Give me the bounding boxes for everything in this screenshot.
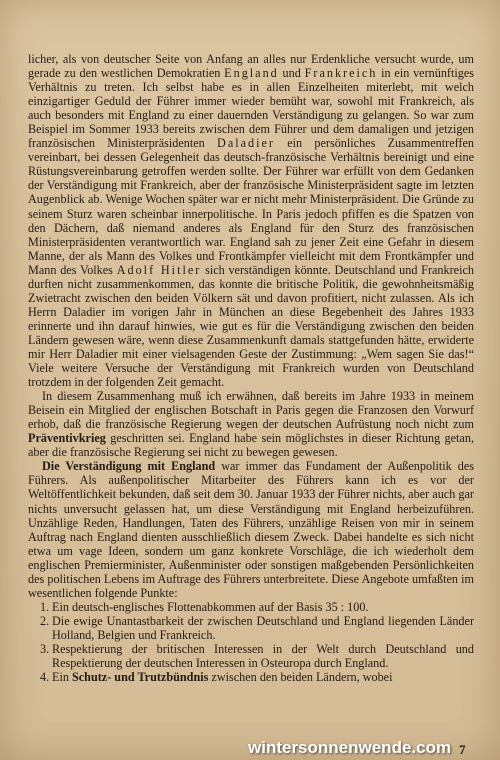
list-item-number: 2. — [40, 613, 50, 628]
text-run: Die ewige Unantastbarkeit der zwischen Deutschland und England liegenden Länder Holland, Belgien und Frankreich. — [52, 613, 474, 642]
list-item — [40, 670, 474, 684]
bold-phrase: Präventivkrieg — [28, 431, 106, 446]
paragraph — [28, 52, 474, 389]
spaced-name: Adolf Hitler — [116, 262, 202, 277]
list-item — [40, 614, 474, 642]
text-run: ein persönliches Zusammentreffen vereinbart, bei dessen Gelegenheit das deutsch-französische Verhältnis bereinigt und eine Rüstungsvereinbarung getroffen werden sollte. Der Führer war erfüllt von dem Gedanken der Verständigung mit Frankreich, aber der französische Ministerpräsident sagte im letzten Augenblick ab. Wenige Wochen später war er nicht mehr Ministerpräsident. Die Gründe zu seinem Sturz waren scheinbar innerpolitische. In Paris jedoch pfiffen es die Spatzen von den Dächern, daß niemand anderes als England für den Sturz des französischen Ministerpräsidenten verantwortlich war. England sah zu jener Zeit eine Gefahr in diesem Manne, der als Mann des Volkes und Frontkämpfer vielleicht mit dem Frontkämpfer und Mann des Volkes — [28, 136, 474, 277]
bold-phrase: Schutz- und Trutzbündnis — [71, 670, 209, 685]
text-run: In diesem Zusammenhang muß ich erwähnen, daß bereits im Jahre 1933 in meinem Beisein ein Mitglied der englischen Botschaft in Paris gegen die Franzosen den Vorwurf erhob, daß die französische Regierung wegen der deutschen Aufrüstung noch nicht zum — [28, 389, 474, 432]
page-number: 7 — [459, 742, 466, 757]
text-run: in ein vernünftiges Verhältnis zu treten. Ich selbst habe es in allen Einzelheiten miterlebt, mit welch einzigartiger Geduld der Führer immer wieder bemüht war, sowohl mit Frankreich, als auch besonders mit England zu einer dauernden Verständigung zu gelangen. So war zum Beispiel im Sommer 1933 bereits zwischen dem Führer und dem damaligen und jetzigen französischen Ministerpräsidenten — [28, 66, 474, 151]
site-watermark: wintersonnenwende.com — [248, 738, 452, 757]
text-run: Ein deutsch-englisches Flottenabkommen auf der Basis 35 : 100. — [52, 599, 369, 614]
text-run: sich verständigen könnte. Deutschland und Frankreich durften nicht zusammenkommen, das konnte die britische Politik, die gewohnheitsmäßig Zwietracht zwischen den beiden Völkern sät und davon profitiert, nicht zulassen. Als ich Herrn Daladier im vorigen Jahr in München an diese Begebenheit des Jahres 1933 erinnerte und ihn darauf hinwies, wie gut es für die Verständigung zwischen den beiden Ländern gewesen wäre, wenn diese Zusammenkunft damals stattgefunden hätte, erwiderte mir Herr Daladier mit einer vielsagenden Geste der Zustimmung: „Wem sagen Sie das!“ Viele weitere Versuche der Verständigung mit Frankreich wurden von Deutschland trotzdem in der folgenden Zeit gemacht. — [28, 262, 474, 390]
text-run: und — [278, 66, 305, 81]
body-text — [28, 52, 474, 684]
spaced-name: Frankreich — [304, 66, 378, 81]
text-run: Ein — [52, 670, 72, 685]
text-run: Respektierung der britischen Interessen in der Welt durch Deutschland und Respektierung der deutschen Interessen in Osteuropa durch England. — [52, 641, 474, 671]
list-item-text — [52, 670, 474, 684]
spaced-name: Daladier — [217, 136, 275, 151]
list-item-number: 3. — [40, 641, 50, 656]
list-item-number: 1. — [40, 599, 50, 614]
text-run: zwischen den beiden Ländern, wobei — [208, 670, 393, 685]
list-item-text — [52, 614, 474, 642]
points-list — [28, 600, 474, 684]
text-run: geschritten sei. England habe sein möglichstes in dieser Richtung getan, aber die französische Regierung sei nicht zu bewegen gewesen. — [28, 431, 474, 460]
list-item-text — [52, 600, 474, 614]
spaced-name: England — [224, 66, 279, 81]
list-item-text — [52, 642, 474, 670]
paragraph — [28, 389, 474, 459]
text-run: war immer das Fundament der Außenpolitik des Führers. Als außenpolitischer Mitarbeiter des Führers kann ich es vor der Weltöffentlichkeit bekunden, daß seit dem 30. Januar 1933 der Führer nichts, aber auch gar nichts unversucht gelassen hat, um diese Verständigung mit England herbeizuführen. Unzählige Reden, Handlungen, Taten des Führers, unzählige Reisen von mir in seinem Auftrag nach England dienten ausschließlich diesem Zweck. Dabei handelte es sich nicht etwa um vage Ideen, sondern um ganz konkrete Vorschläge, die ich wiederholt dem englischen Premierminister, Außenminister oder sonstigen maßgebenden Persönlichkeiten des politischen Lebens im Auftrage des Führers unterbreitete. Diese Angebote umfaßten im wesentlichen folgende Punkte: — [28, 459, 475, 600]
paragraph — [28, 459, 474, 599]
bold-phrase: Die Verständigung mit England — [42, 459, 216, 474]
list-item — [40, 600, 474, 614]
list-item — [40, 642, 474, 670]
text-run: licher, als von deutscher Seite von Anfang an alles nur Erdenkliche versucht wurde, um gerade zu den westlichen Demokratien — [28, 52, 474, 81]
list-item-number: 4. — [40, 670, 50, 685]
